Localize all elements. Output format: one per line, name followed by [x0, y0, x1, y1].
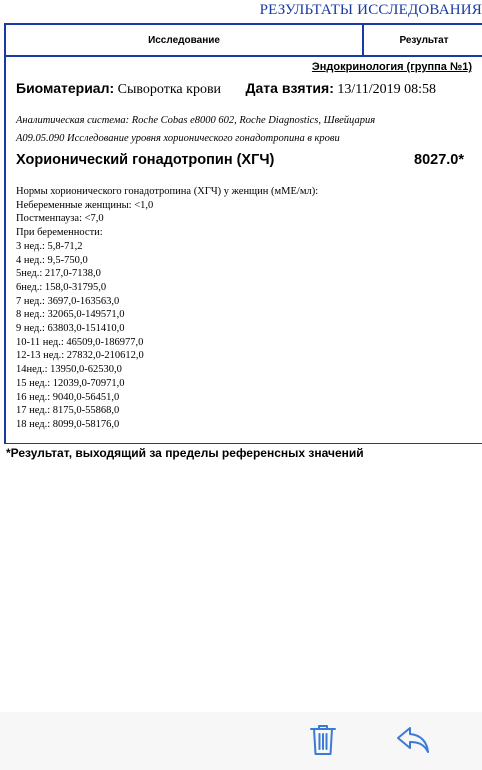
norm-line: 15 нед.: 12039,0-70971,0	[16, 377, 125, 389]
norm-line: 7 нед.: 3697,0-163563,0	[16, 295, 120, 307]
norm-line: 18 нед.: 8099,0-58176,0	[16, 418, 120, 430]
norm-line: 6нед.: 158,0-31795,0	[16, 281, 107, 293]
test-name: Хорионический гонадотропин (ХГЧ)	[16, 152, 275, 168]
date-value: 13/11/2019 08:58	[337, 82, 437, 97]
trash-icon	[310, 724, 336, 756]
footnote: *Результат, выходящий за пределы референсных значений	[6, 446, 364, 460]
analytic-system: Аналитическая система: Roche Cobas e8000 602, Roche Diagnostics, Швейцария	[16, 115, 376, 126]
norm-line: 17 нед.: 8175,0-55868,0	[16, 405, 120, 417]
norm-line: При беременности:	[16, 227, 103, 239]
norm-line: Небеременные женщины: <1,0	[16, 199, 154, 211]
test-code: A09.05.090 Исследование уровня хорионического гонадотропина в крови	[16, 133, 340, 144]
reference-norms	[16, 185, 318, 432]
norm-line: Постменпауза: <7,0	[16, 213, 104, 225]
method-info	[16, 112, 436, 148]
norm-line: 9 нед.: 63803,0-151410,0	[16, 323, 125, 335]
header-result: Результат	[399, 34, 449, 46]
norm-line: 12-13 нед.: 27832,0-210612,0	[16, 350, 144, 362]
norm-line: 8 нед.: 32065,0-149571,0	[16, 309, 125, 321]
norm-line: 5нед.: 217,0-7138,0	[16, 268, 101, 280]
norm-line: 16 нед.: 9040,0-56451,0	[16, 391, 120, 403]
table-header	[6, 25, 482, 57]
header-study: Исследование	[6, 25, 364, 55]
delete-button[interactable]	[303, 722, 343, 758]
norm-line: 10-11 нед.: 46509,0-186977,0	[16, 336, 144, 348]
norm-line: 3 нед.: 5,8-71,2	[16, 240, 83, 252]
norm-line: 14нед.: 13950,0-62530,0	[16, 364, 122, 376]
norm-line: 4 нед.: 9,5-750,0	[16, 254, 88, 266]
sample-info	[16, 80, 436, 98]
reply-button[interactable]	[393, 722, 433, 758]
biomaterial-value: Сыворотка крови	[117, 82, 222, 97]
bottom-toolbar	[0, 712, 482, 770]
norm-line: Нормы хорионического гонадотропина (ХГЧ) у женщин (мМЕ/мл):	[16, 186, 319, 197]
document-title: РЕЗУЛЬТАТЫ ИССЛЕДОВАНИЯ	[259, 2, 482, 18]
date-label: Дата взятия:	[245, 80, 334, 96]
results-table	[4, 23, 482, 444]
test-value: 8027.0*	[414, 152, 464, 168]
section-title: Эндокринология (группа №1)	[311, 61, 472, 73]
reply-icon	[396, 725, 430, 755]
biomaterial-label: Биоматериал:	[16, 80, 115, 96]
